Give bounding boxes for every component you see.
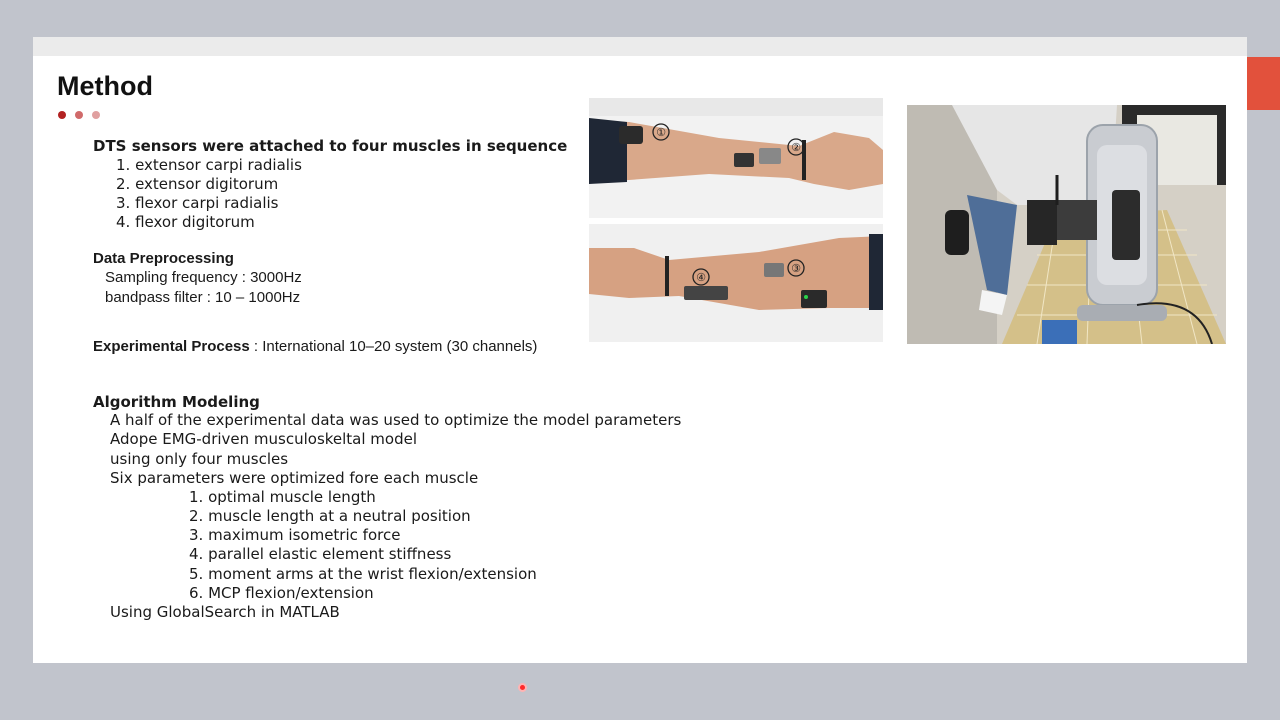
marker-label-2: ② — [791, 141, 801, 154]
cursor-indicator — [518, 683, 527, 692]
dts-heading: DTS sensors were attached to four muscles in sequence — [93, 137, 568, 155]
marker-label-3: ③ — [791, 262, 801, 275]
marker-label-4: ④ — [696, 271, 706, 284]
preprocessing-line: bandpass filter : 10 – 1000Hz — [105, 289, 301, 306]
slide-top-bar — [33, 37, 1247, 56]
experimental-value: : International 10–20 system (30 channels) — [249, 338, 538, 355]
parameter-item: 5. moment arms at the wrist flexion/extension — [189, 565, 537, 583]
dot-2 — [75, 111, 83, 119]
algorithm-line: A half of the experimental data was used to optimize the model parameters — [110, 411, 682, 429]
preprocessing-line: Sampling frequency : 3000Hz — [105, 269, 302, 286]
parameter-item: 6. MCP flexion/extension — [189, 584, 374, 602]
dts-item: 1. extensor carpi radialis — [116, 156, 302, 174]
accent-tab — [1247, 57, 1280, 110]
marker-label-1: ① — [656, 126, 666, 139]
algorithm-heading: Algorithm Modeling — [93, 393, 260, 411]
parameter-item: 2. muscle length at a neutral position — [189, 507, 471, 525]
slide-title: Method — [57, 71, 153, 101]
dot-3 — [92, 111, 100, 119]
parameter-item: 1. optimal muscle length — [189, 488, 376, 506]
dot-1 — [58, 111, 66, 119]
algorithm-line: Six parameters were optimized fore each muscle — [110, 469, 479, 487]
arm-sensors-photo — [589, 98, 883, 342]
algorithm-line: using only four muscles — [110, 450, 289, 468]
experimental-label: Experimental Process — [93, 338, 250, 355]
parameter-item: 3. maximum isometric force — [189, 526, 401, 544]
algorithm-footer: Using GlobalSearch in MATLAB — [110, 603, 340, 621]
experimental-process — [93, 337, 537, 356]
parameter-item: 4. parallel elastic element stiffness — [189, 545, 452, 563]
dts-item: 2. extensor digitorum — [116, 175, 279, 193]
device-setup-photo — [907, 105, 1226, 344]
preprocessing-heading: Data Preprocessing — [93, 250, 234, 267]
dts-item: 3. flexor carpi radialis — [116, 194, 279, 212]
algorithm-line: Adope EMG-driven musculoskeltal model — [110, 430, 418, 448]
dts-item: 4. flexor digitorum — [116, 213, 255, 231]
